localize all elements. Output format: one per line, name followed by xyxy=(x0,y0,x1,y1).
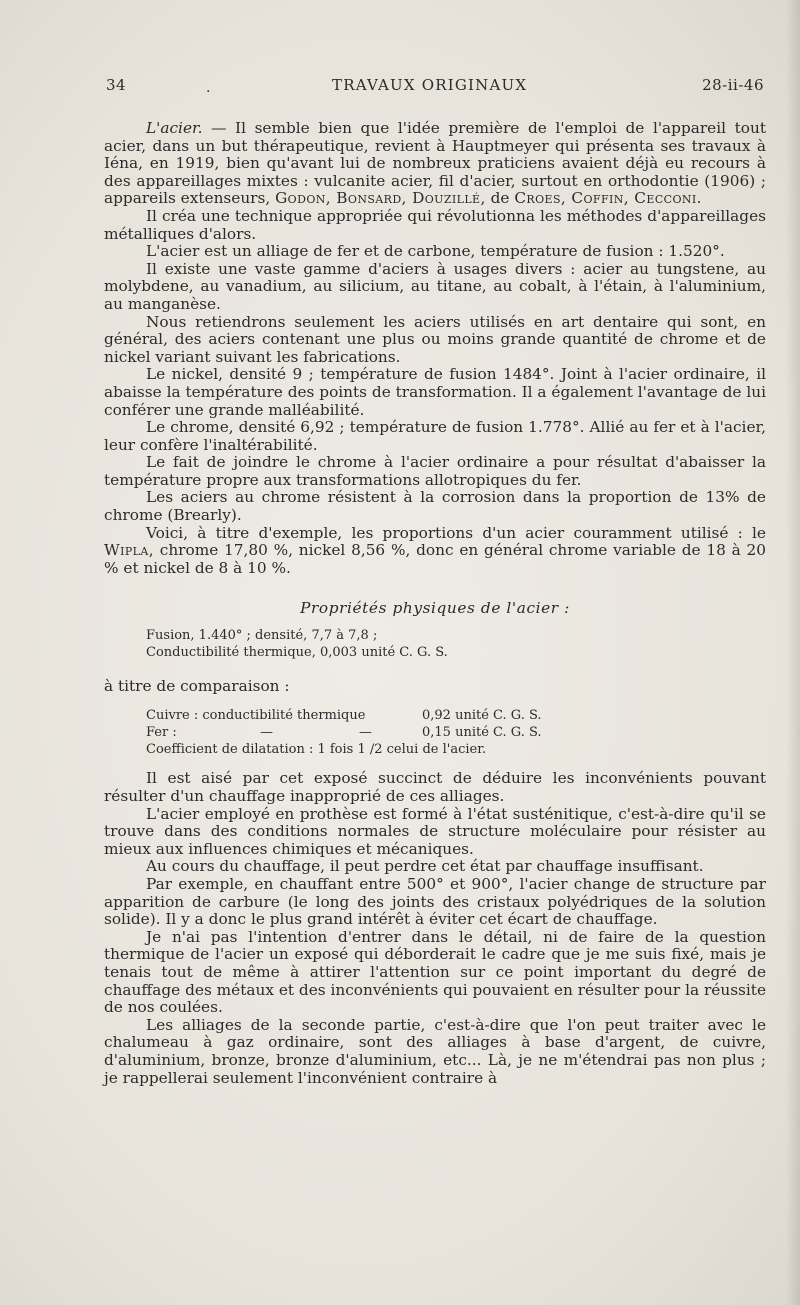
comparison-value: 0,92 unité C. G. S. xyxy=(422,708,542,724)
comparison-label: à titre de comparaison : xyxy=(104,677,290,696)
paragraph: Au cours du chauffage, il peut perdre cet état par chauffage insuffisant. xyxy=(146,857,704,876)
running-header xyxy=(106,76,764,98)
ditto-dash: — xyxy=(260,725,273,741)
section-lead: L'acier. xyxy=(146,119,203,137)
comparison-cell: Coefficient de dilatation : 1 fois 1 /2 celui de l'acier. xyxy=(146,742,487,758)
paragraph: Nous retiendrons seulement les aciers utilisés en art dentaire qui sont, en général, des aciers contenant une plus ou moins grande quantité de chrome et de nickel variant suivant les fabrications. xyxy=(104,312,766,366)
paragraph: Par exemple, en chauffant entre 500° et 900°, l'acier change de structure par apparition de carbure (le long des joints des cristaux polyédriques de la solution solide). Il y a donc le plus grand intérêt à éviter cet écart de chauffage. xyxy=(104,875,766,929)
paragraph: Le chrome, densité 6,92 ; température de fusion 1.778°. Allié au fer et à l'acier, leur confère l'inaltérabilité. xyxy=(104,418,766,454)
comparison-cell: Cuivre : conductibilité thermique xyxy=(146,708,366,724)
comparison-cell: Fer : xyxy=(146,725,177,741)
author-names: Croes, Coffin, Cecconi. xyxy=(514,189,702,208)
paragraph: L'acier employé en prothèse est formé à l'état susténitique, c'est-à-dire qu'il se trouve dans des conditions normales de structure moléculaire pour résister au mieux aux influences chimiques et mécaniques. xyxy=(104,804,766,858)
paragraph: Il existe une vaste gamme d'aciers à usages divers : acier au tungstene, au molybdene, au vanadium, au silicium, au titane, au cobalt, à l'étain, à l'aluminium, au manganèse. xyxy=(104,259,766,313)
paragraph: Il créa une technique appropriée qui révolutionna les méthodes d'appareillages métalliques d'alors. xyxy=(104,206,766,243)
paragraph xyxy=(104,525,766,578)
header-dot: . xyxy=(206,80,211,96)
paragraph: Les alliages de la seconde partie, c'est-à-dire que l'on peut traiter avec le chalumeau à gaz ordinaire, sont des alliages à base d'argent, de cuivre, d'aluminium, bronze, bronze d'aluminium, etc... Là, je ne m'étendrai pas non plus ; je rappellerai seulement l'inconvénient contraire à xyxy=(104,1015,766,1087)
properties-title: Propriétés physiques de l'acier : xyxy=(300,599,570,618)
paragraph-text: — Il semble bien que l'idée première de l'emploi de l'appareil tout acier, dans un but thérapeutique, revient à Hauptmeyer qui présenta ses travaux à Iéna, en 1919, bien qu'avant lui de nombreux praticiens avaient déjà eu recours à des appareillages mixtes : vulcanite acier, fil d'acier, surtout en orthodontie (1906) ; appareils extenseurs, xyxy=(104,119,766,208)
author-names: Godon, Bonsard, Douzillé, xyxy=(275,189,486,208)
comparison-row xyxy=(146,724,766,741)
paragraph: Le nickel, densité 9 ; température de fusion 1484°. Joint à l'acier ordinaire, il abaisse la température des points de transformation. Il a également l'avantage de lui conférer une grande malléabilité. xyxy=(104,365,766,419)
comparison-table xyxy=(146,707,766,758)
paragraph: Les aciers au chrome résistent à la corrosion dans la proportion de 13% de chrome (Brearly). xyxy=(104,488,766,525)
page-number: 34 xyxy=(106,76,127,94)
paragraph: Je n'ai pas l'intention d'entrer dans le détail, ni de faire de la question thermique de l'acier un exposé qui déborderait le cadre que je me suis fixé, mais je tenais tout de même à attirer l'attention sur ce point important du degré de chauffage des métaux et des inconvénients qui pouvaient en résulter pour la réussite de nos coulées. xyxy=(104,927,766,1017)
paragraph xyxy=(104,120,766,208)
paragraph-text: Voici, à titre d'exemple, les proportions d'un acier couramment utilisé : le xyxy=(146,523,766,542)
properties-line: Fusion, 1.440° ; densité, 7,7 à 7,8 ; xyxy=(146,628,378,644)
page-gutter-shadow xyxy=(786,0,800,1305)
comparison-row xyxy=(146,707,766,724)
comparison-value: 0,15 unité C. G. S. xyxy=(422,725,542,741)
comparison-row xyxy=(146,741,766,758)
paragraph: Il est aisé par cet exposé succinct de déduire les inconvénients pouvant résulter d'un chauffage inapproprié de ces alliages. xyxy=(104,769,766,806)
brand-name: Wipla, xyxy=(104,541,154,560)
paragraph-text: chrome 17,80 %, nickel 8,56 %, donc en général chrome variable de 18 à 20 % et nickel de 8 à 10 %. xyxy=(104,541,766,577)
ditto-dash: — xyxy=(359,725,372,741)
paragraph: L'acier est un alliage de fer et de carbone, température de fusion : 1.520°. xyxy=(146,242,725,261)
running-title: TRAVAUX ORIGINAUX xyxy=(332,76,528,94)
body-text xyxy=(104,120,766,1087)
paragraph-text: de xyxy=(485,189,515,208)
paragraph: Le fait de joindre le chrome à l'acier ordinaire a pour résultat d'abaisser la température propre aux transformations allotropiques du fer. xyxy=(104,453,766,489)
properties-line: Conductibilité thermique, 0,003 unité C. G. S. xyxy=(146,645,448,661)
header-date: 28-ii-46 xyxy=(702,76,764,94)
